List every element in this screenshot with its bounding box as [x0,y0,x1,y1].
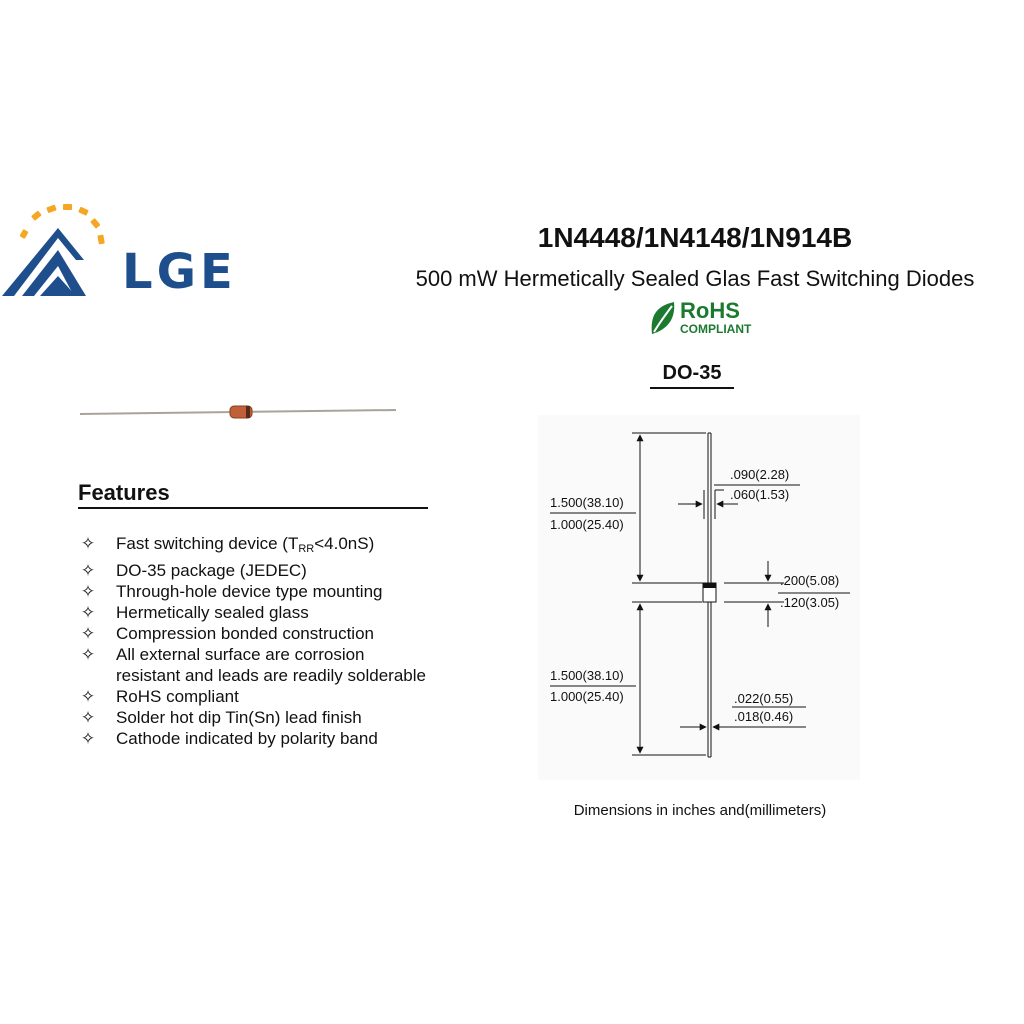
feature-item: ✧ Fast switching device $(T_{RR}<4.0nS)$ [78,533,498,560]
cathode-band [703,583,716,588]
body-diameter-max: .090(2.28) [730,467,790,482]
lead-diameter-max: .022(0.55) [734,691,794,706]
bullet-icon: ✧ [80,603,96,622]
dimensions-caption: Dimensions in inches and(millimeters) [573,802,827,819]
rohs-badge [648,300,768,340]
body-diameter-min: .060(1.53) [730,487,790,502]
bullet-icon: ✧ [80,624,96,643]
feature-item: ✧ Cathode indicated by polarity band [78,728,498,749]
feature-item: ✧ Hermetically sealed glass [78,602,498,623]
feature-item: ✧ All external surface are corrosion [78,644,498,665]
feature-item-continuation: resistant and leads are readily solderable [116,666,426,685]
package-label: DO-35 [650,362,734,389]
dimension-drawing [538,415,860,780]
bullet-icon: ✧ [80,708,96,727]
diode-photo [78,400,403,430]
bullet-icon: ✧ [80,687,96,706]
leaf-icon [648,300,678,338]
lead-length-bottom-max: 1.500(38.10) [550,668,624,683]
lead-length-top-max: 1.500(38.10) [550,495,624,510]
lead-length-bottom-min: 1.000(25.40) [550,689,624,704]
part-number-title: 1N4448/1N4148/1N914B [537,222,853,253]
bullet-icon: ✧ [80,534,96,553]
company-logo [0,200,270,300]
feature-item: ✧ DO-35 package (JEDEC) [78,560,498,581]
feature-item: ✧ Through-hole device type mounting [78,581,498,602]
lead-length-top-min: 1.000(25.40) [550,517,624,532]
bullet-icon: ✧ [80,729,96,748]
logo-mark-icon [0,200,120,300]
feature-item: ✧ Solder hot dip Tin(Sn) lead finish [78,707,498,728]
body-length-min: .120(3.05) [780,595,840,610]
bullet-icon: ✧ [80,582,96,601]
features-heading: Features [78,480,428,509]
logo-text: LGE [122,244,237,300]
bullet-icon: ✧ [80,561,96,580]
rohs-label: RoHS [680,298,740,323]
features-list [78,533,498,749]
feature-item: ✧ Compression bonded construction [78,623,498,644]
product-subtitle: 500 mW Hermetically Sealed Glas Fast Switching Diodes [415,266,975,291]
feature-item: ✧ RoHS compliant [78,686,498,707]
bullet-icon: ✧ [80,645,96,664]
lead-diameter-min: .018(0.46) [734,709,794,724]
body-length-max: .200(5.08) [780,573,840,588]
rohs-compliant-label: COMPLIANT [680,322,752,336]
